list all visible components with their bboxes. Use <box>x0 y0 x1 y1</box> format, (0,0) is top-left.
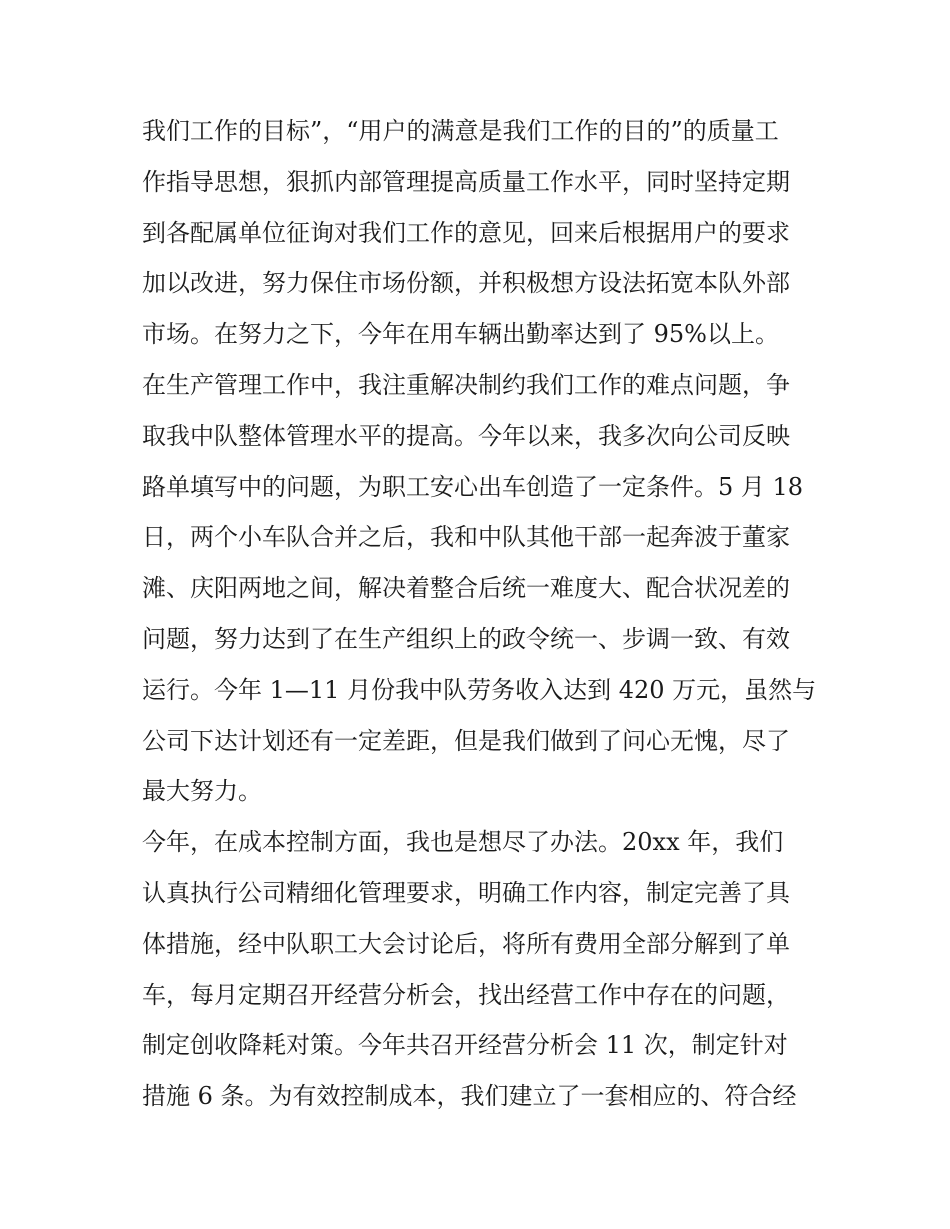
text-line-6: 在生产管理工作中，我注重解决制约我们工作的难点问题，争 <box>142 370 790 399</box>
text-line-3: 到各配属单位征询对我们工作的意见，回来后根据用户的要求 <box>142 218 790 247</box>
text-line-18: 车，每月定期召开经营分析会，找出经营工作中存在的问题， <box>142 980 790 1009</box>
body-text <box>142 106 822 1122</box>
text-line-20: 措施 6 条。为有效控制成本，我们建立了一套相应的、符合经 <box>142 1082 797 1111</box>
text-line-19: 制定创收降耗对策。今年共召开经营分析会 11 次，制定针对 <box>142 1031 788 1060</box>
text-line-9: 日，两个小车队合并之后，我和中队其他干部一起奔波于董家 <box>142 523 790 552</box>
text-line-13: 公司下达计划还有一定差距，但是我们做到了问心无愧，尽了 <box>142 726 790 755</box>
text-line-2: 作指导思想，狠抓内部管理提高质量工作水平，同时坚持定期 <box>142 167 790 196</box>
text-line-10: 滩、庆阳两地之间，解决着整合后统一难度大、配合状况差的 <box>142 574 790 603</box>
text-line-1: 我们工作的目标”，“用户的满意是我们工作的目的”的质量工 <box>142 117 779 145</box>
text-line-16: 认真执行公司精细化管理要求，明确工作内容，制定完善了具 <box>142 878 790 907</box>
text-line-14: 最大努力。 <box>142 777 262 806</box>
text-line-17: 体措施，经中队职工大会讨论后，将所有费用全部分解到了单 <box>142 929 790 958</box>
text-line-5: 市场。在努力之下，今年在用车辆出勤率达到了 95%以上。 <box>142 320 779 349</box>
text-line-15: 今年，在成本控制方面，我也是想尽了办法。20xx 年，我们 <box>142 828 784 857</box>
text-line-4: 加以改进，努力保住市场份额，并积极想方设法拓宽本队外部 <box>142 269 790 298</box>
text-line-11: 问题，努力达到了在生产组织上的政令统一、步调一致、有效 <box>142 624 790 653</box>
text-line-12: 运行。今年 1—11 月份我中队劳务收入达到 420 万元，虽然与 <box>142 675 817 704</box>
text-line-8: 路单填写中的问题，为职工安心出车创造了一定条件。5 月 18 <box>142 472 804 501</box>
text-line-7: 取我中队整体管理水平的提高。今年以来，我多次向公司反映 <box>142 421 790 450</box>
